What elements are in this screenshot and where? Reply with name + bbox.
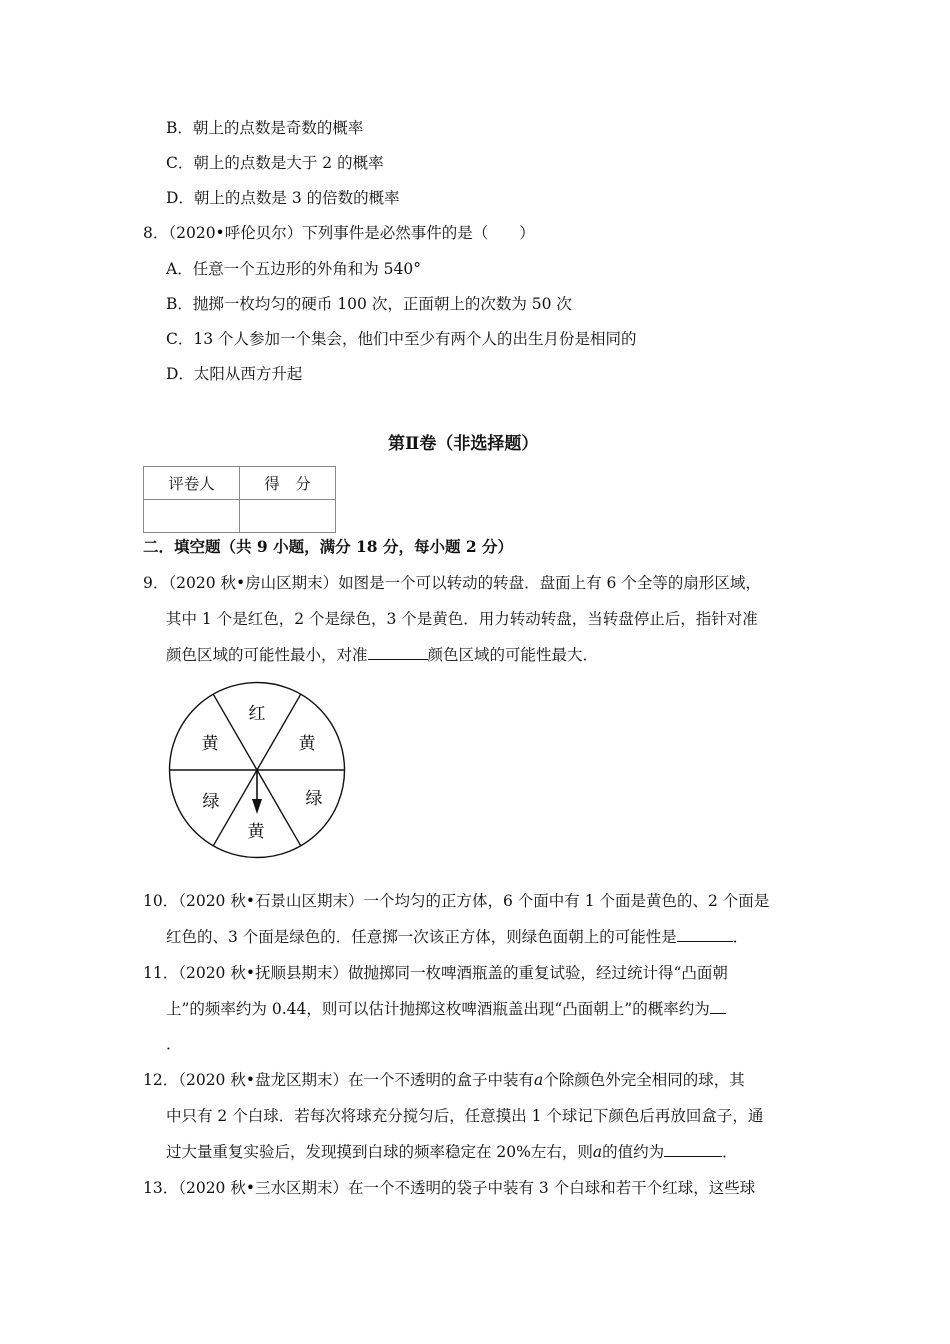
q12-line2: 中只有 2 个白球．若每次将球充分搅匀后，任意摸出 1 个球记下颜色后再放回盒子，通 — [166, 1107, 764, 1125]
q11-line3: ． — [166, 1035, 182, 1053]
wheel-label-lower-left: 绿 — [202, 792, 220, 812]
q9-line3 — [166, 645, 598, 665]
q12-text-e: ． — [722, 1143, 738, 1161]
wheel-label-lower-right: 绿 — [305, 789, 323, 809]
score-table-header-score: 得 分 — [240, 467, 336, 500]
q8-option-c: C．13 个人参加一个集会，他们中至少有两个人的出生月份是相同的 — [166, 330, 637, 348]
q10-line1: 10．（2020 秋•石景山区期末）一个均匀的正方体，6 个面中有 1 个面是黄色的、2 个面是 — [143, 892, 770, 910]
wheel-label-bottom: 黄 — [247, 822, 265, 842]
q9-line2: 其中 1 个是红色，2 个是绿色，3 个是黄色．用力转动转盘，当转盘停止后，指针对准 — [166, 610, 758, 628]
q13-line1: 13．（2020 秋•三水区期末）在一个不透明的袋子中装有 3 个白球和若干个红球，这些球 — [143, 1179, 756, 1197]
q11-answer-blank[interactable] — [710, 999, 726, 1014]
q9-line1: 9．（2020 秋•房山区期末）如图是一个可以转动的转盘．盘面上有 6 个全等的扇形区域， — [143, 574, 761, 592]
wheel-label-upper-left: 黄 — [201, 734, 219, 754]
wheel-label-top: 红 — [248, 704, 266, 724]
q8-option-a: A．任意一个五边形的外角和为 540° — [166, 260, 421, 278]
q12-text-d: 的值约为 — [602, 1143, 665, 1161]
spinner-wheel — [168, 681, 346, 859]
q11-text-a: 上”的频率约为 0.44，则可以估计抛掷这枚啤酒瓶盖出现“凸面朝上”的概率约为 — [166, 1000, 710, 1018]
score-table-header-grader: 评卷人 — [144, 467, 240, 500]
q8-option-d: D．太阳从西方升起 — [166, 365, 303, 383]
q12-text-b: 个除颜色外完全相同的球，其 — [543, 1071, 745, 1089]
q10-answer-blank[interactable] — [677, 927, 733, 942]
q11-line1: 11．（2020 秋•抚顺县期末）做抛掷同一枚啤酒瓶盖的重复试验，经过统计得“凸面朝 — [143, 964, 728, 982]
q10-line2 — [166, 927, 748, 947]
q8-option-b: B．抛掷一枚均匀的硬币 100 次，正面朝上的次数为 50 次 — [166, 295, 572, 313]
q12-answer-blank[interactable] — [664, 1142, 722, 1157]
score-table-cell-score — [240, 500, 336, 533]
score-table-cell-grader — [144, 500, 240, 533]
q12-line3 — [166, 1142, 738, 1162]
q7-option-b: B．朝上的点数是奇数的概率 — [166, 119, 364, 137]
q10-text-b: ． — [732, 928, 749, 946]
q12-variable-a: a — [534, 1071, 544, 1089]
q12-text-a: 12．（2020 秋•盘龙区期末）在一个不透明的盒子中装有 — [143, 1071, 534, 1089]
q12-text-c: 过大量重复实验后，发现摸到白球的频率稳定在 20%左右，则 — [166, 1143, 593, 1161]
q7-option-c: C．朝上的点数是大于 2 的概率 — [166, 154, 384, 172]
q12-line1 — [143, 1070, 745, 1090]
q8-stem: 8．（2020•呼伦贝尔）下列事件是必然事件的是（ ） — [143, 224, 535, 242]
score-table — [143, 466, 336, 533]
q9-answer-blank[interactable] — [368, 645, 428, 660]
q9-text-b: 颜色区域的可能性最大． — [427, 646, 599, 664]
section2-heading: 二．填空题（共 9 小题，满分 18 分，每小题 2 分） — [143, 537, 514, 556]
q9-text-a: 颜色区域的可能性最小，对准 — [166, 646, 368, 664]
q7-option-d: D．朝上的点数是 3 的倍数的概率 — [166, 189, 400, 207]
wheel-label-upper-right: 黄 — [298, 734, 316, 754]
part2-title: 第Ⅱ卷（非选择题） — [388, 434, 539, 454]
q12-variable-a-2: a — [592, 1143, 603, 1161]
q10-text-a: 红色的、3 个面是绿色的．任意掷一次该正方体，则绿色面朝上的可能性是 — [166, 928, 677, 946]
q11-line2 — [166, 999, 726, 1019]
pointer-arrow-icon — [252, 799, 262, 814]
